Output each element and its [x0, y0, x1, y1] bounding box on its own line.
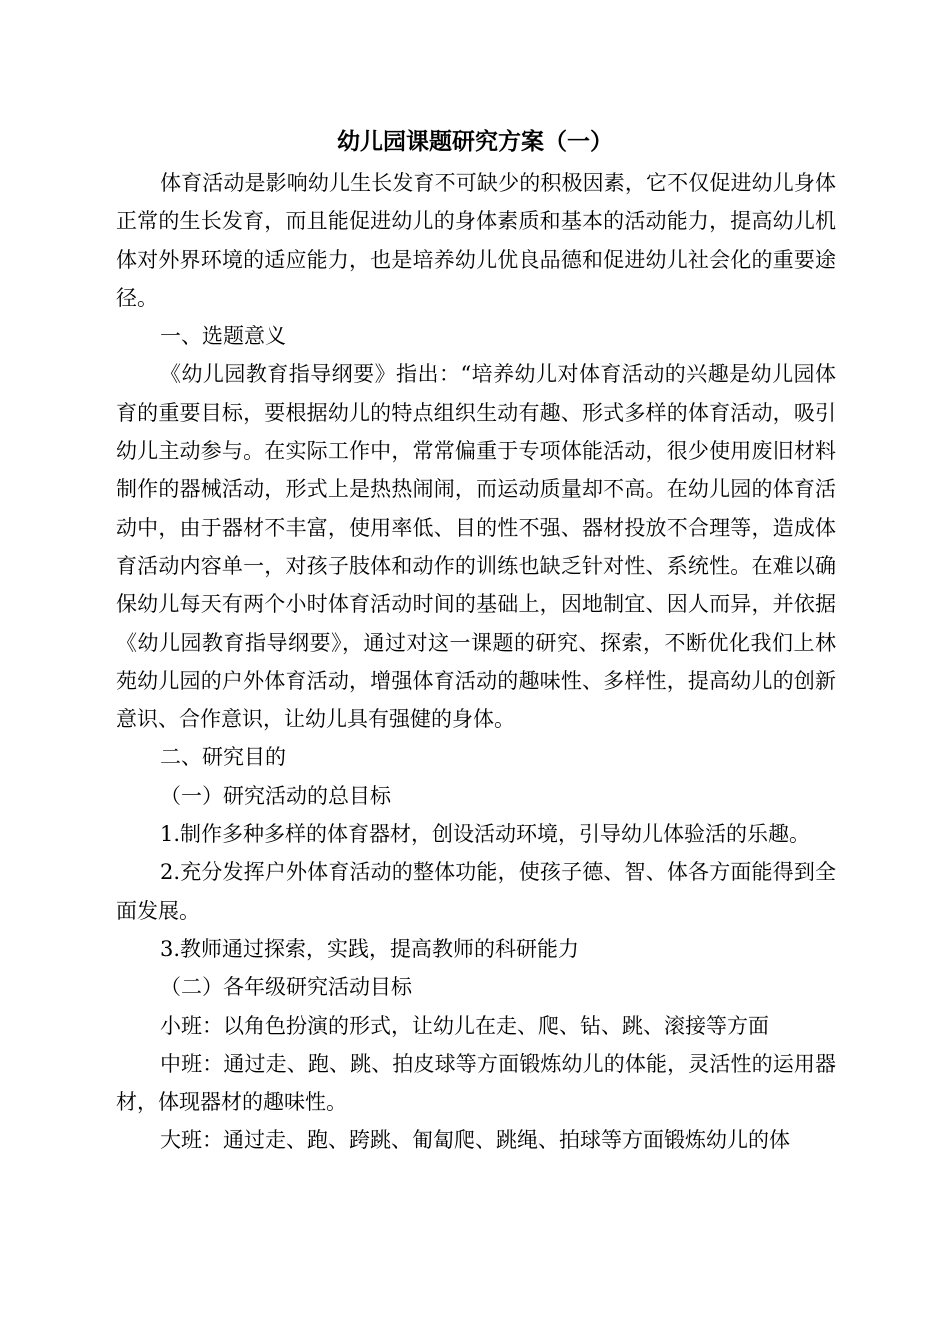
paragraph-intro: 体育活动是影响幼儿生长发育不可缺少的积极因素，它不仅促进幼儿身体正常的生长发育，而且能促进幼儿的身体素质和基本的活动能力，提高幼儿机体对外界环境的适应能力，也是培养幼儿优良品德和促进幼儿社会化的重要途径。 — [116, 171, 836, 310]
heading-research-purpose: 二、研究目的 — [160, 745, 286, 770]
grade-goal-middle-class: 中班：通过走、跑、跳、拍皮球等方面锻炼幼儿的体能，灵活性的运用器材，体现器材的趣味性。 — [116, 1051, 836, 1115]
grade-goal-small-class: 小班：以角色扮演的形式，让幼儿在走、爬、钻、跳、滚接等方面 — [160, 1013, 769, 1038]
paragraph-topic-significance: 《幼儿园教育指导纲要》指出：“培养幼儿对体育活动的兴趣是幼儿园体育的重要目标，要根据幼儿的特点组织生动有趣、形式多样的体育活动，吸引幼儿主动参与。在实际工作中，常常偏重于专项体能活动，很少使用废旧材料制作的器械活动，形式上是热热闹闹，而运动质量却不高。在幼儿园的体育活动中，由于器材不丰富，使用率低、目的性不强、器材投放不合理等，造成体育活动内容单一，对孩子肢体和动作的训练也缺乏针对性、系统性。在难以确保幼儿每天有两个小时体育活动时间的基础上，因地制宜、因人而异，并依据《幼儿园教育指导纲要》，通过对这一课题的研究、探索，不断优化我们上林苑幼儿园的户外体育活动，增强体育活动的趣味性、多样性，提高幼儿的创新意识、合作意识，让幼儿具有强健的身体。 — [116, 362, 836, 732]
document-body — [116, 164, 836, 1160]
goal-item-1: 1.制作多种多样的体育器材，创设活动环境，引导幼儿体验活的乐趣。 — [160, 822, 811, 847]
subheading-overall-goals: （一）研究活动的总目标 — [160, 783, 391, 808]
grade-goal-large-class: 大班：通过走、跑、跨跳、匍匐爬、跳绳、拍球等方面锻炼幼儿的体 — [160, 1128, 790, 1153]
heading-topic-significance: 一、选题意义 — [160, 324, 286, 349]
subheading-grade-goals: （二）各年级研究活动目标 — [160, 975, 412, 1000]
goal-item-3: 3.教师通过探索，实践，提高教师的科研能力 — [160, 936, 580, 961]
goal-item-2: 2.充分发挥户外体育活动的整体功能，使孩子德、智、体各方面能得到全面发展。 — [116, 860, 836, 923]
document-title: 幼儿园课题研究方案（一） — [337, 128, 613, 155]
